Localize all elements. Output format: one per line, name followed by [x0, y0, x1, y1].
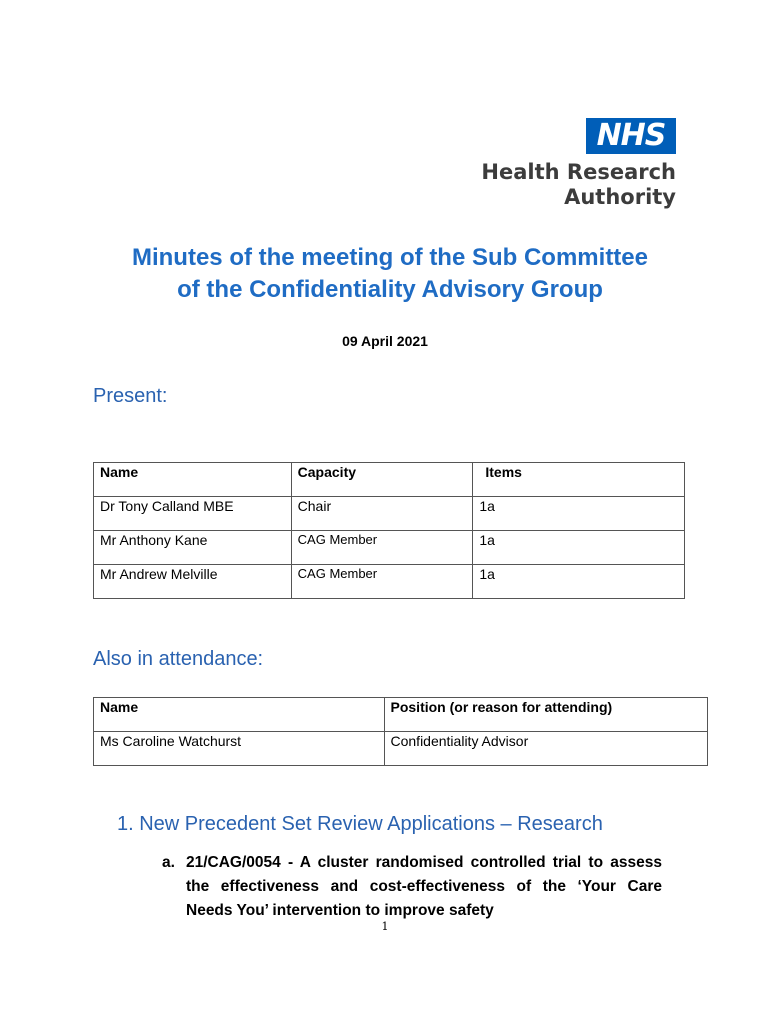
- column-header: Name: [94, 698, 385, 732]
- table-row: [94, 732, 708, 766]
- table-row: [94, 531, 685, 565]
- table-row: [94, 497, 685, 531]
- member-items: 1a: [473, 565, 685, 599]
- column-header: Name: [94, 463, 292, 497]
- member-name: Mr Anthony Kane: [94, 531, 292, 565]
- nhs-logo-badge: NHS: [586, 118, 676, 154]
- document-title-line2: of the Confidentiality Advisory Group: [177, 276, 603, 303]
- table-row: [94, 565, 685, 599]
- attendance-heading: Also in attendance:: [93, 648, 264, 670]
- member-capacity: CAG Member: [291, 565, 473, 599]
- attendee-position: Confidentiality Advisor: [384, 732, 708, 766]
- member-items: 1a: [473, 497, 685, 531]
- organisation-name-line2: Authority: [564, 185, 676, 209]
- agenda-item-label: a.: [162, 854, 175, 871]
- member-name: Dr Tony Calland MBE: [94, 497, 292, 531]
- attendance-table: [93, 697, 708, 766]
- organisation-name: [481, 160, 676, 210]
- table-header-row: [94, 698, 708, 732]
- document-title: [80, 242, 700, 306]
- present-heading: Present:: [93, 385, 168, 407]
- agenda-item-text: 21/CAG/0054 - A cluster randomised controlled trial to assess the effectiveness and cost-effectiveness of the ‘Your Care Needs You’ intervention to improve safety: [186, 854, 662, 919]
- page-number: 1: [381, 920, 389, 933]
- column-header: Position (or reason for attending): [384, 698, 708, 732]
- member-capacity: CAG Member: [291, 531, 473, 565]
- column-header: Capacity: [291, 463, 473, 497]
- document-title-line1: Minutes of the meeting of the Sub Committee: [131, 244, 648, 271]
- present-table: [93, 462, 685, 599]
- member-items: 1a: [473, 531, 685, 565]
- meeting-date: 09 April 2021: [342, 333, 428, 349]
- member-name: Mr Andrew Melville: [94, 565, 292, 599]
- table-header-row: [94, 463, 685, 497]
- organisation-name-line1: Health Research: [481, 160, 676, 184]
- section-heading: 1. New Precedent Set Review Applications – Research: [117, 813, 603, 835]
- agenda-item: [162, 851, 662, 923]
- attendee-name: Ms Caroline Watchurst: [94, 732, 385, 766]
- member-capacity: Chair: [291, 497, 473, 531]
- column-header: Items: [473, 463, 685, 497]
